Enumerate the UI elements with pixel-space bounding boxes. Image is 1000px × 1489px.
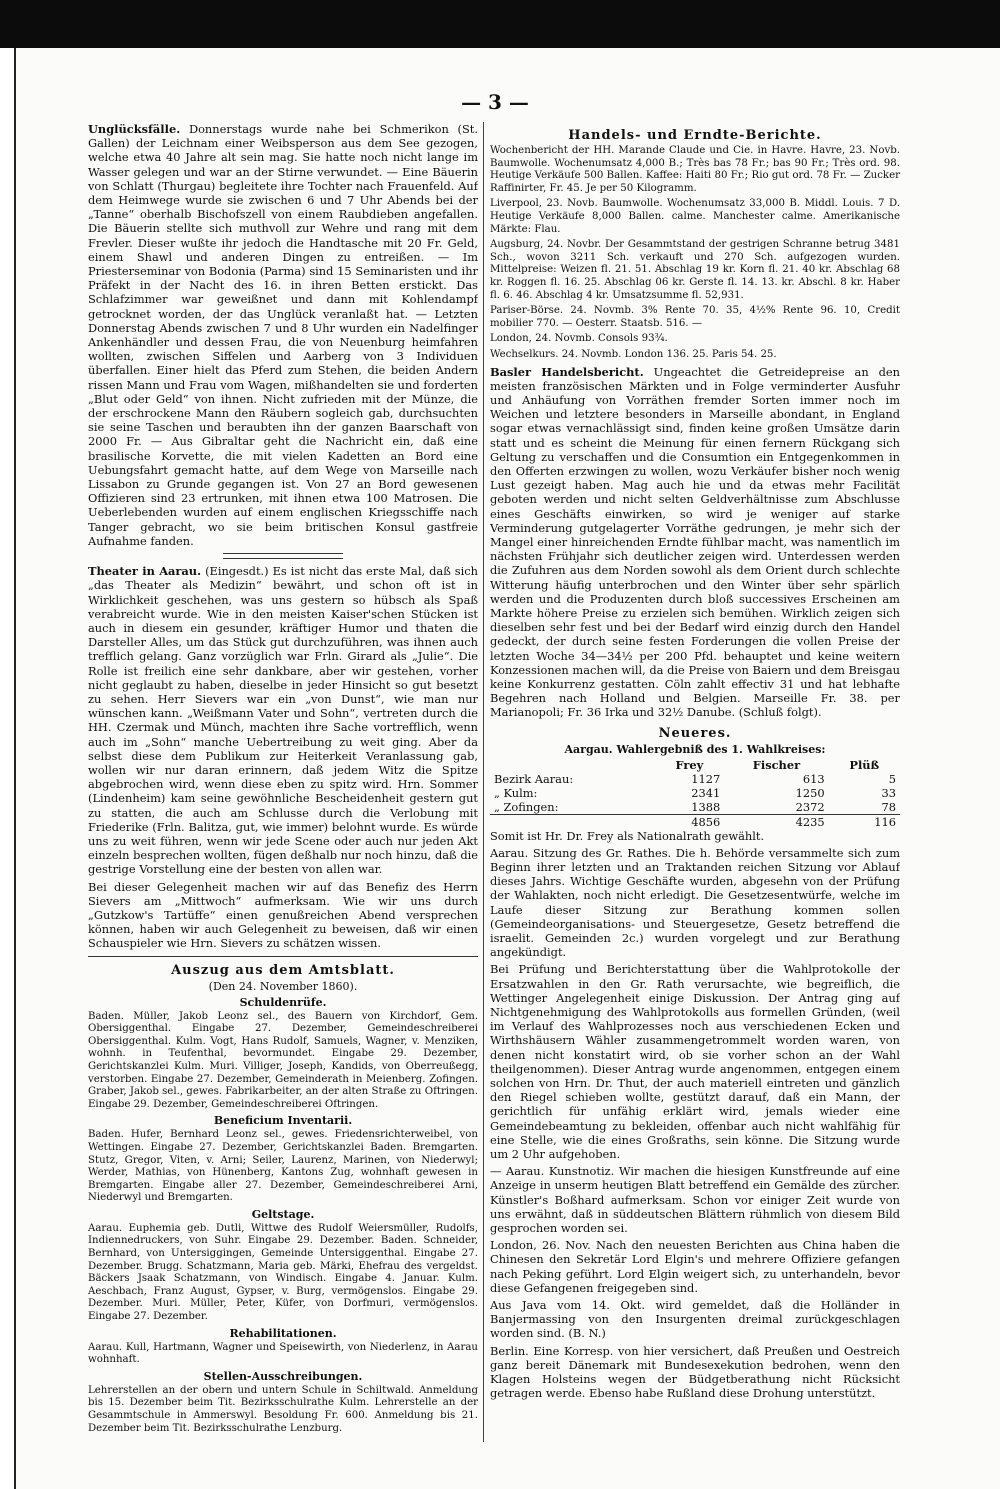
table-cell: 4235 (724, 814, 828, 829)
article-heading: Basler Handelsbericht. (490, 364, 644, 379)
table-cell: „ Zofingen: (494, 799, 559, 814)
table-cell: 4856 (654, 814, 724, 829)
table-row (490, 786, 900, 800)
schuldenruefe-heading: Schuldenrüfe. (239, 995, 327, 1009)
berlin-article: Berlin. Eine Korresp. von hier versichert, daß Preußen und Oestreich ganz bereit Dänemark mit Bundesexekution bedrohen, wenn den Klagen Holsteins wegen der Büdgetberathung nicht Rücksicht getragen werde. Ebenso habe Rußland diese Drohung unterstützt. (490, 1343, 900, 1401)
unglucksfaelle-article (88, 122, 478, 548)
aarau-wahlprotokoll-article: Bei Prüfung und Berichterstattung über die Wahlprotokolle der Ersatzwahlen in den Gr. Rath verursachte, wie begreiflich, die Wettinger Angelegenheit einige Diskussion. Der Antrag ging auf Nichtgenehmigung des Wahlprotokolls aus formellen Gründen, (weil im Verlauf des Wahlprozesses noch aus verschiedenen Ecken und Wirthshäusern Wähler zusammengetrommelt worden waren, von denen nicht konstatirt wird, ob sie vorher schon an der Wahl theilgenommen). Dieser Antrag wurde angenommen, entgegen einem solchen von Hrn. Dr. Thut, der auch materiell eintreten und gänzlich den Riegel schieben wollte, gestützt darauf, daß ein Mann, der gerichtlich für unfähig erklärt wird, jemals wieder eine Gemeindebeamtung zu bekleiden, offenbar auch nicht wahlfähig für eine Stelle, wie die eines Großraths, sein könne. Die Sitzung wurde um 2 Uhr aufgehoben. (490, 962, 900, 1162)
scan-top-border (0, 0, 1000, 48)
amtsblatt-title: Auszug aus dem Amtsblatt. (171, 962, 395, 978)
table-cell: 33 (881, 785, 896, 800)
table-cell: 1388 (691, 799, 721, 814)
stellen-body: Lehrerstellen an der obern und untern Schule in Schiltwald. Anmeldung bis 15. Dezember beim Tit. Bezirksschulrathe Kulm. Lehrerstelle an der Gesammtschule in Ammerswyl. Besoldung Fr. 600. Anmeldung bis 21. Dezember beim Tit. Bezirksschulrathe Lenzburg. (88, 1384, 478, 1434)
table-cell: 1250 (795, 785, 825, 800)
theater-followup: Bei dieser Gelegenheit machen wir auf das Benefiz des Herrn Sievers am „Mittwoch“ aufmerksam. Wie wir uns durch „Gutzkow's Tartüffe“ einen genußreichen Abend versprechen können, haben wir auch Gelegenheit zu beweisen, daß wir einen Schauspieler wie Hrn. Sievers zu schätzen wissen. (88, 879, 478, 951)
havre-report: Wochenbericht der HH. Marande Claude und Cie. in Havre. Havre, 23. Novb. Baumwolle. Wochenumsatz 4,000 B.; Très bas 78 Fr.; bas 90 Fr.; Très ord. 98. Heutige Verkäufe 500 Ballen. Kaffee: Haiti 80 Fr.; Rio gut ord. 78 Fr. — Zucker Raffinirter, Fr. 45. Je per 50 Kilogramm. (490, 145, 900, 194)
wahl-note: Somit ist Hr. Dr. Frey als Nationalrath gewählt. (490, 828, 765, 843)
election-results-table (490, 758, 900, 829)
table-cell: 1127 (691, 771, 721, 786)
rehab-body: Aarau. Kull, Hartmann, Wagner und Speisewirth, von Niederlenz, in Aarau wohnhaft. (88, 1341, 478, 1366)
table-cell: 78 (881, 799, 896, 814)
column-divider (483, 122, 484, 1442)
table-cell: 116 (829, 814, 900, 829)
schuldenruefe-body: Baden. Müller, Jakob Leonz sel., des Bauern von Kirchdorf, Gem. Obersiggenthal. Eingabe 27. Dezember, Gemeindeschreiberei Obersiggenthal. Kulm. Vogt, Hans Rudolf, Samuels, Wagner, v. Menziken, wohnh. in Teufenthal, bevormundet. Eingabe 29. Dezember, Gerichtskanzlei Kulm. Muri. Villiger, Joseph, Kandids, von Oberreußegg, verstorben. Eingabe 27. Dezember, Gemeinderath in Meienberg. Zofingen. Graber, Jakob sel., gewes. Fabrikarbeiter, an der alten Straße zu Oftringen. Eingabe 29. Dezember, Gemeindeschreiberei Oftringen. (88, 1010, 478, 1110)
section-ornament (223, 553, 343, 559)
rehab-heading: Rehabilitationen. (229, 1326, 337, 1340)
table-cell: „ Kulm: (494, 785, 538, 800)
table-row (490, 772, 900, 786)
left-column (88, 122, 478, 1442)
inventar-heading: Beneficium Inventarii. (213, 1114, 353, 1128)
stellen-heading: Stellen-Ausschreibungen. (203, 1369, 363, 1383)
table-total-row (490, 814, 900, 829)
geltstage-heading: Geltstage. (251, 1207, 315, 1221)
table-cell: Bezirk Aarau: (494, 771, 574, 786)
theater-article (88, 564, 478, 876)
article-heading: Theater in Aarau. (88, 564, 202, 579)
wahl-title: Aargau. Wahlergebniß des 1. Wahlkreises: (564, 742, 826, 756)
table-cell: 2341 (691, 785, 721, 800)
right-column (490, 122, 900, 1442)
table-header: Frey (675, 757, 704, 772)
article-body: Donnerstags wurde nahe bei Schmerikon (St. Gallen) der Leichnam einer Weibsperson aus dem See gezogen, welche etwa 40 Jahre alt sein mag. Sie hatte noch nicht lange im Wasser gelegen und war an der Stirne verwundet. — Eine Bäuerin von Schlatt (Thurgau) begleitete ihre Tochter nach Frauenfeld. Auf dem Heimwege wurde sie zwischen 6 und 7 Uhr Abends bei der „Tanne“ oberhalb Bischofszell von einem Raubdieben angefallen. Die Bäuerin stellte sich muthvoll zur Wehre und rang mit dem Frevler. Dieser wußte ihr jedoch die Handtasche mit 20 Fr. Geld, einem Shawl und anderen Dingen zu entreißen. — Im Priesterseminar von Bodonia (Parma) sind 15 Seminaristen und ihr Präfekt in der Nacht des 16. in ihren Betten erstickt. Das Schlafzimmer war geweißnet und dann mit Kohlendampf getrocknet worden, der das Unglück veranlaßt hat. — Letzten Donnerstag Abends zwischen 7 und 8 Uhr wurden ein Nadelfinger Ankenhändler und dessen Frau, die von Neuenburg heimfahren wollten, zwischen Siffelen und Aarberg von 3 Individuen überfallen. Einer hielt das Pferd zum Stehen, die beiden Andern rissen Mann und Frau vom Wagen, mißhandelten sie und forderten „Blut oder Geld“ von ihnen. Nicht zufrieden mit der Münze, die der erschrockene Mann den Räubern sogleich gab, durchsuchten sie seine Taschen und beraubten ihn der ganzen Baarschaft von 2000 Fr. — Aus Gibraltar geht die Nachricht ein, daß eine brasilische Korvette, die mit vielen Kadetten an Bord eine Uebungsfahrt gemacht hatte, auf dem Wege von Marseille nach Lissabon zu Grunde gegangen ist. Von 27 an Bord gewesenen Offizieren sind 23 ertrunken, mit ihnen etwa 100 Matrosen. Die Ueberlebenden wurden auf einem englischen Kriegsschiffe nach Tanger gebracht, wo sie beim britischen Konsul gastfreie Aufnahme fanden. (88, 122, 478, 548)
table-row (490, 800, 900, 815)
article-heading: Unglücksfälle. (88, 122, 181, 136)
amtsblatt-date: (Den 24. November 1860). (208, 979, 358, 993)
table-cell (490, 814, 654, 829)
table-header-row (490, 758, 900, 772)
table-header: Plüß (849, 757, 880, 772)
inventar-body: Baden. Hufer, Bernhard Leonz sel., gewes. Friedensrichterweibel, von Wettingen. Eingabe 27. Dezember, Gerichtskanzlei Baden. Bremgarten. Stutz, Gregor, Viten, v. Arni; Seiler, Laurenz, Marinen, von Niederwyl; Werder, Mathias, von Hünenberg, Kantons Zug, wohnhaft gewesen in Bremgarten. Eingabe aller 27. Dezember, Gemeindeschreiberei Arni, Niederwyl und Bremgarten. (88, 1129, 478, 1204)
table-header (490, 758, 654, 772)
geltstage-body: Aarau. Euphemia geb. Dutli, Wittwe des Rudolf Weiersmüller, Rudolfs, Indiennedruckers, von Suhr. Eingabe 29. Dezember. Baden. Schneider, Bernhard, von Untersiggingen, Gemeinde Untersiggenthal. Eingabe 27. Dezember. Brugg. Schatzmann, Maria geb. Märki, Ehefrau des vergeldst. Bäckers Jsaak Schatzmann, von Windisch. Eingabe 4. Januar. Kulm. Aeschbach, Franz August, Gypser, v. Burg, vermögenslos. Eingabe 29. Dezember. Muri. Müller, Peter, Küfer, von Dorfmuri, vermögenslos. Eingabe 27. Dezember. (88, 1222, 478, 1323)
section-divider (88, 956, 478, 957)
london-china-article: London, 26. Nov. Nach den neuesten Berichten aus China haben die Chinesen den Sekretär Lord Elgin's und mehrere Offiziere gefangen nach Peking geführt. Lord Elgin weigert sich, zu unterhandeln, bevor diese Gefangenen freigegeben sind. (490, 1238, 900, 1295)
table-cell: 2372 (795, 799, 825, 814)
table-cell: 5 (888, 771, 896, 786)
basler-article (490, 365, 900, 720)
page-number: — 3 — (461, 90, 529, 114)
liverpool-report: Liverpool, 23. Novb. Baumwolle. Wochenumsatz 33,000 B. Middl. Louis. 7 D. Heutige Verkäufe 8,000 Ballen. calme. Manchester calme. Amerikanische Märkte: Flau. (490, 198, 900, 235)
london-consols: London, 24. Novmb. Consols 93¾. (490, 333, 668, 345)
aarau-grossrat-article: Aarau. Sitzung des Gr. Rathes. Die h. Behörde versammelte sich zum Beginn ihrer letzten und an Traktanden reichen Sitzung vor Ablauf dieses Jahrs. Wichtige Geschäfte wurden, abgesehn von der Prüfung der Wahlakten, noch nicht erledigt. Die Gesetzesentwürfe, welche im Laufe dieser Sitzung zur Berathung kommen sollen (Gemeindeorganisations- und Steuergesetze, Gesetz betreffend die israelit. Gemeinden 2c.) wurden vorgelegt und zur Berathung angekündigt. (490, 845, 900, 960)
paris-boerse: Pariser-Börse. 24. Novmb. 3% Rente 70. 35, 4½% Rente 96. 10, Credit mobilier 770. — Oesterr. Staatsb. 516. — (490, 305, 900, 329)
java-article: Aus Java vom 14. Okt. wird gemeldet, daß die Holländer in Banjermassing von den Insurgenten dreimal zurückgeschlagen worden sind. (B. N.) (490, 1298, 900, 1341)
augsburg-report: Augsburg, 24. Novbr. Der Gesammtstand der gestrigen Schranne betrug 3481 Sch., wovon 3211 Sch. verkauft und 270 Sch. aufgezogen wurden. Mittelpreise: Weizen fl. 21. 51. Abschlag 19 kr. Korn fl. 21. 40 kr. Abschlag 68 kr. Roggen fl. 16. 25. Abschlag 06 kr. Gerste fl. 14. 13. kr. Abschl. 8 kr. Haber fl. 6. 46. Abschlag 4 kr. Umsatzsumme fl. 52,931. (490, 239, 900, 301)
neueres-title: Neueres. (658, 725, 732, 741)
handel-title: Handels- und Erndte-Berichte. (568, 128, 822, 143)
aarau-kunstnotiz-article: — Aarau. Kunstnotiz. Wir machen die hiesigen Kunstfreunde auf eine Anzeige in unserm heutigen Blatt betreffend ein Gemälde des zürcher. Künstler's Boßhard aufmerksam. Schon vor einiger Zeit wurde von uns erwähnt, daß in süddeutschen Blättern rühmlich von diesem Bild gesprochen worden sei. (490, 1164, 900, 1236)
article-body: (Eingesdt.) Es ist nicht das erste Mal, daß sich „das Theater als Medizin“ bewährt, und schon oft ist in Wirklichkeit geschehen, was uns gestern so hübsch als Spaß verabreicht wurde. Wie in den meisten Kaiser'schen Stücken ist auch in diesem ein gesunder, kräftiger Humor und thaten die Darsteller Alles, um das Stück gut durchzuführen, was ihnen auch trefflich gelang. Ganz vorzüglich war Frln. Girard als „Julie“. Die Rolle ist freilich eine sehr dankbare, aber wir gestehen, vorher nicht geglaubt zu haben, dieselbe in jeder Hinsicht so gut besetzt zu sehen. Herr Sievers war ein „von Dunst“, wie man nur wünschen kann. „Weißmann Vater und Sohn“, vertreten durch die HH. Czermak und Münch, machten ihre Sache vortrefflich, wenn auch im „Sohn“ manche Uebertreibung zu weit ging. Aber da selbst diese dem Publikum zur Heiterkeit Veranlassung gab, wollen wir nur daran erinnern, daß jedem Witz die Spitze abgebrochen wird, wenn diese eben zu spitz wird. Hrn. Sommer (Lindenheim) kam seine gewöhnliche Bescheidenheit gestern gut zu statten, die auch am Schlusse durch die Verlobung mit Friederike (Frln. Balitza, gut, wie immer) belohnt wurde. Es würde uns zu weit führen, wenn wir jede Scene oder auch nur jeden Akt einzeln besprechen wollten, fügen deßhalb nur noch hinzu, daß die gestrige Vorstellung eine der besten von allen war. (88, 564, 478, 877)
article-body: Ungeachtet die Getreidepreise an den meisten französischen Märkten und in Folge verminderter Ausfuhr und Anhäufung von Vorräthen fremder Sorten immer noch im Weichen und letztere besonders in Marseille abondant, in England sogar etwas vernachlässigt sind, finden keine großen Umsätze darin statt und es scheint die Meinung für einen fernern Rückgang sich Geltung zu verschaffen und die Consumtion ein Entgegenkommen in den Offerten erzwingen zu wollen, wozu Verkäufer bisher noch wenig Lust gezeigt haben. Mag auch hie und da etwas mehr Facilität geboten werden und nicht selten Geldverhältnisse zum Abschlusse eines Geschäfts einwirken, so wird je weniger auf starke Verminderung gutgelagerter Vorräthe gedrungen, je mehr sich der Mangel einer hinreichenden Erndte fühlbar macht, was namentlich im nächsten Frühjahr sich deutlicher zeigen wird. Unterdessen werden die Zufuhren aus dem Norden sowohl als dem Orient durch schlechte Witterung häufig unterbrochen und den Winter über sehr spärlich werden und die Produzenten durch bloß successives Erscheinen am Markte höhere Preise zu erzielen sich bemühen. Wirklich zeigen sich dieselben sehr fest und bei der Bedarf wird einzig durch den Handel gedeckt, der durch seine festen Forderungen die vollen Preise der letzten Woche 34—34½ per 200 Pfd. behauptet und keine weitern Konzessionen machen will, da die Preise von Baiern und dem Breisgau keine Konkurrenz gestatten. Cöln zahlt effectiv 31 und hat lebhafte Begehren nach Holland und Belgien. Marseille Fr. 38. per Marianopoli; Fr. 36 Irka und 32½ Danube. (Schluß folgt). (490, 364, 900, 720)
wechselkurs: Wechselkurs. 24. Novmb. London 136. 25. Paris 54. 25. (490, 348, 777, 360)
table-cell: 613 (802, 771, 825, 786)
table-header: Fischer (752, 757, 801, 772)
